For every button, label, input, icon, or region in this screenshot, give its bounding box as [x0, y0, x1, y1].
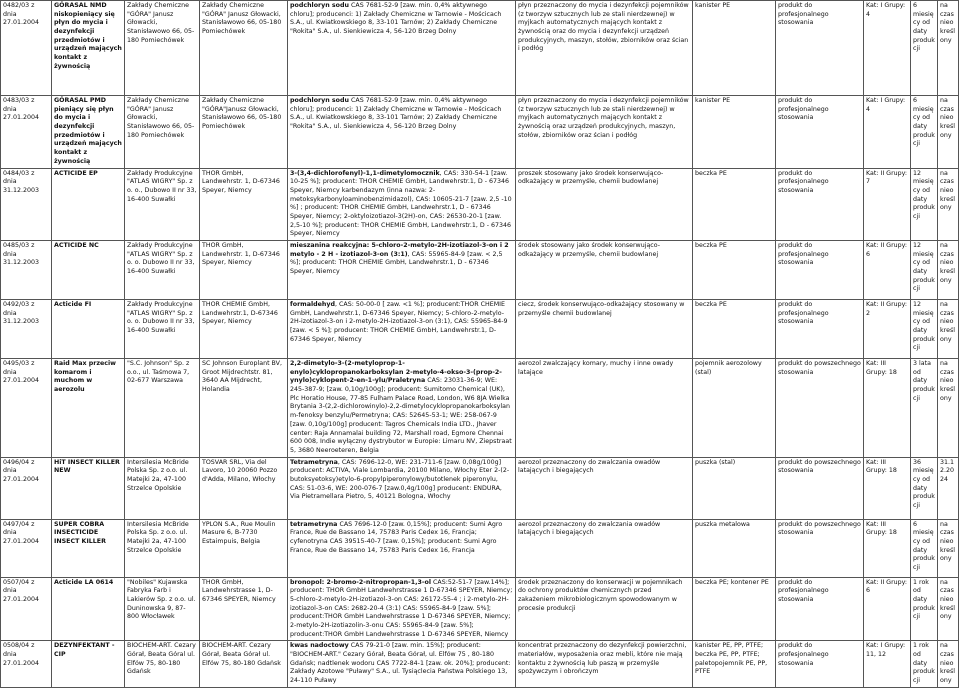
product-name: ACTICIDE NC [52, 241, 125, 300]
user-group: produkt do profesjonalnego stosowania [776, 1, 864, 96]
permit-expiry: 31.12.2024 [938, 457, 959, 519]
registration-date: 31.12.2003 [3, 318, 40, 326]
registration-date: 27.01.2004 [3, 475, 40, 483]
permit-holder: BIOCHEM-ART. Cezary Górał, Beata Górał ul. Elfów 75, 80-180 Gdańsk [200, 641, 288, 688]
permit-holder: THOR GmbH, Landwehrstr. 1, D-67346 Speyer, Niemcy [200, 241, 288, 300]
purpose: aerozol przeznaczony do zwalczania owadów latających i biegających [516, 519, 693, 577]
category: Kat: II Grupy: 6 [864, 577, 911, 641]
registration-cell [1, 519, 52, 577]
registration-number: 0484/03 z dnia [3, 169, 35, 186]
registration-cell [1, 457, 52, 519]
permit-holder: THOR CHEMIE GmbH, Landwehrstr.1, D-67346 Speyer, Niemcy [200, 300, 288, 359]
user-group: produkt do profesjonalnego stosowania [776, 168, 864, 241]
user-group: produkt do profesjonalnego stosowania [776, 641, 864, 688]
registration-cell [1, 641, 52, 688]
product-name: SUPER COBRA INSECTICIDE INSECT KILLER [52, 519, 125, 577]
registration-date: 27.01.2004 [3, 377, 40, 385]
producer: Zakłady Produkcyjne "ATLAS WIGRY" Sp. z o. o. Dubowo II nr 33, 16-400 Suwałki [125, 300, 200, 359]
producer: Intersilesia McBride Polska Sp. z o.o. ul. Matejki 2a, 47-100 Strzelce Opolskie [125, 519, 200, 577]
shelf-life: 12 miesięcy od daty produkcji [911, 300, 938, 359]
category: Kat: I Grupy: 4 [864, 1, 911, 96]
active-substance: Tetrametryna, CAS: 7696-12-0, WE: 231-711-6 [zaw. 0,08g/100g] producent: ACTIVA, Viale Lombardia, 20100 Milano, Włochy Eter 2-(2-butoksyetoksy)etylo-6-propylpiperonylowy/butotlenek piperonylu, CAS: 51-03-6, WE: 200-076-7 [zaw.0,4g/100g] producent: ENDURA, Via Pietramellara Pietro, 5, 40121 Bologna, Włochy [288, 457, 516, 519]
packaging: kanister PE [693, 1, 776, 96]
permit-expiry: na czas nieokreślony [938, 300, 959, 359]
permit-expiry: na czas nieokreślony [938, 96, 959, 169]
active-substance: 3-(3,4-dichlorofenyl)-1,1-dimetylomocznik, CAS: 330-54-1 [zaw. 10-25 %]; producent: THOR CHEMIE GmbH, Landwehrstr.1, D - 67346 Speyer, Niemcy karbendazym (inna nazwa: 2-metoksykarbonyloaminobenzimidazol), CAS: 10605-21-7 [zaw. 2,5 -10 %] ; producent: THOR CHEMIE GmbH, Landwehrstr.1, D - 67346 Speyer, Niemcy; 2-oktyloizotiazol-3(2H)-on, CAS: 26530-20-1 [zaw. 2,5-10 %]; producent: THOR CHEMIE GmbH, Landwehrstr.1, D - 67346 Speyer, Niemcy [288, 168, 516, 241]
product-name: Acticide FI [52, 300, 125, 359]
shelf-life: 6 miesięcy od daty produkcji [911, 1, 938, 96]
packaging: puszka (stal) [693, 457, 776, 519]
category: Kat: III Grupy: 18 [864, 359, 911, 458]
category: Kat: I Grupy: 4 [864, 96, 911, 169]
active-substance: podchloryn sodu CAS 7681-52-9 [zaw. min. 0,4% aktywnego chloru]; producenci: 1) Zakłady Chemiczne w Tarnowie - Mościcach S.A., ul. Kwiatkowskiego 8, 33-101 Tarnów; 2) Zakłady Chemiczne "Rokita" S.A., ul. Sienkiewicza 4, 56-120 Brzeg Dolny [288, 96, 516, 169]
permit-holder: Zakłady Chemiczne "GÓRA"Janusz Głowacki, Stanisławowo 66, 05-180 Pomiechówek [200, 96, 288, 169]
producer: Zakłady Chemiczne "GÓRA" Janusz Głowacki, Stanisławowo 66, 05-180 Pomiechówek [125, 96, 200, 169]
packaging: beczka PE [693, 241, 776, 300]
table-row [1, 359, 959, 458]
registration-date: 27.01.2004 [3, 659, 40, 667]
packaging: beczka PE; kontener PE [693, 577, 776, 641]
purpose: środek stosowany jako środek konserwująco-odkażający w przemyśle, chemii budowlanej [516, 241, 693, 300]
shelf-life: 6 miesięcy od daty produkcji [911, 519, 938, 577]
active-substance: tetrametryna CAS 7696-12-0 [zaw. 0,15%]; producent: Sumi Agro France, Rue de Bassano 14, 75783 Paris Cedex 16, Francja; cyfenotryna CAS 39515-40-7 [zaw. 0,15%]; producent: Sumi Agro France, Rue de Bassano 14, 75783 Paris Cedex 16, Francja [288, 519, 516, 577]
registration-cell [1, 168, 52, 241]
packaging: pojemnik aerozolowy (stal) [693, 359, 776, 458]
permit-expiry: na czas nieokreślony [938, 641, 959, 688]
purpose: koncentrat przeznaczony do dezynfekcji powierzchni, materiałów, wyposażenia oraz mebli, które nie mają kontaktu z żywnością lub paszą w przemyśle spożywczym i obrończym [516, 641, 693, 688]
user-group: produkt do profesjonalnego stosowania [776, 241, 864, 300]
purpose: środek przeznaczony do konserwacji w pojemnikach do ochrony produktów chemicznych przed zakażeniem mikrobiologicznym spowodowanym w procesie produkcji [516, 577, 693, 641]
registration-number: 0485/03 z dnia [3, 242, 35, 258]
producer: "S.C. Johnson" Sp. z o.o., ul. Taśmowa 7, 02-677 Warszawa [125, 359, 200, 458]
active-substance: 2,2-dimetylo-3-(2-metyloprop-1-enylo)cyklopropanokarboksylan 2-metylo-4-okso-3-(prop-2-ynylo)cyklopent-2-en-1-ylu/Praletryna CAS: 23031-36-9; WE: 245-387-9; [zaw. 0,10g/100g]; producent: Sumitomo Chemical (UK), Plc Horatio House, 77-85 Fulham Palace Road, London, W6 8JA Wielka Brytania 3-(2,2-dichlorowinylo)-2,2-dimetylocyklopropanokarboksylan m-fenoksy benzylu/Permetryna; CAS: 52645-53-1; WE: 258-067-9 [zaw. 0,10g/100g] producent: Tagros Chemicals India LTD., Jhaver center: Raja Annamalai building 72, Marshall road, Egmore Chennai 600 008, Indie wyłączny dystrybutor w Europie: Limaru NV, Ziepstraat 5, 3680 Neeroeteren, Belgia [288, 359, 516, 458]
permit-holder: SC Johnson Europlant BV, Groot Mijdrechtstr. 81, 3640 AA Mijdrecht, Holandia [200, 359, 288, 458]
table-row [1, 457, 959, 519]
table-row [1, 241, 959, 300]
active-substance: bronopol: 2-bromo-2-nitropropan-1,3-ol CAS:52-51-7 [zaw.14%]; producent: THOR GmbH Landwehrstrasse 1 D-67346 SPEYER, Niemcy; 5-chloro-2-metylo-2H-izotiazol-3-on CAS: 26172-55-4 ; i 2-metylo-2H-izotiazol-3-on CAS: 2682-20-4 (3:1) CAS: 55965-84-9 [zaw. 5%]; producent:THOR GmbH Landwehrstrasse 1 D-67346 SPEYER, Niemcy; 2-metylo-2H-izotiazolin-3-onu CAS: 55965-84-9 [zaw. 5%]; producent:THOR GmbH Landwehrstrasse 1 D-67346 SPEYER, Niemcy [288, 577, 516, 641]
table-row [1, 300, 959, 359]
producer: Zakłady Chemiczne "GÓRA" Janusz Głowacki, Stanisławowo 66, 05-180 Pomiechówek [125, 1, 200, 96]
purpose: płyn przeznaczony do mycia i dezynfekcji pojemników (z tworzyw sztucznych lub ze stali nierdzewnej) w myjkach automatycznych mających kontakt z żywnością oraz do mycia i dezynfekcji urządzeń produkcyjnych, maszyn, stołów, zbiorników oraz ścian i podłóg [516, 1, 693, 96]
user-group: produkt do powszechnego stosowania [776, 359, 864, 458]
user-group: produkt do profesjonalnego stosowania [776, 96, 864, 169]
table-row [1, 641, 959, 688]
registration-number: 0482/03 z dnia [3, 2, 35, 18]
permit-expiry: na czas nieokreślony [938, 1, 959, 96]
category: Kat: III Grupy: 18 [864, 457, 911, 519]
registration-cell [1, 1, 52, 96]
product-name: GÓRASAL PMD pieniący się płyn do mycia i dezynfekcji przedmiotów i urządzeń mających kontakt z żywnością [52, 96, 125, 169]
product-name: Acticide LA 0614 [52, 577, 125, 641]
producer: BIOCHEM-ART. Cezary Górał, Beata Góral ul. Elfów 75, 80-180 Gdańsk [125, 641, 200, 688]
permit-holder: THOR GmbH, Landwehrstrasse 1, D-67346 SPEYER, Niemcy [200, 577, 288, 641]
registration-date: 31.12.2003 [3, 186, 40, 194]
registration-cell [1, 241, 52, 300]
product-name: HiT INSECT KILLER NEW [52, 457, 125, 519]
permit-holder: YPLON S.A., Rue Moulin Masure 6, B-7730 Estaimpuis, Belgia [200, 519, 288, 577]
shelf-life: 6 miesięcy od daty produkcji [911, 96, 938, 169]
permit-holder: TOSVAR SRL, Via del Lavoro, 10 20060 Pozzo d'Adda, Milano, Włochy [200, 457, 288, 519]
category: Kat: I Grupy: 11, 12 [864, 641, 911, 688]
packaging: beczka PE [693, 300, 776, 359]
active-substance: mieszanina reakcyjna: 5-chloro-2-metylo-2H-izotiazol-3-on i 2 metylo - 2 H - izotiazol-3-on (3:1), CAS: 55965-84-9 [zaw. < 2,5 %]; producent: THOR CHEMIE GmbH, Landwehrstr.1, D - 67346 Speyer, Niemcy [288, 241, 516, 300]
registration-date: 27.01.2004 [3, 114, 40, 122]
producer: Zakłady Produkcyjne "ATLAS WIGRY" Sp. z o. o., Dubowo II nr 33, 16-400 Suwałki [125, 168, 200, 241]
permit-expiry: na czas nieokreślony [938, 359, 959, 458]
registration-cell [1, 577, 52, 641]
product-name: GÓRASAL NMD niskopieniący się płyn do mycia i dezynfekcji przedmiotów i urządzeń mających kontakt z żywnością [52, 1, 125, 96]
purpose: aerozol przeznaczony do zwalczania owadów latających i biegających [516, 457, 693, 519]
category: Kat: II Grupy: 7 [864, 168, 911, 241]
permit-expiry: na czas nieokreślony [938, 577, 959, 641]
registration-date: 27.01.2004 [3, 595, 40, 603]
table-row [1, 1, 959, 96]
permit-expiry: na czas nieokreślony [938, 241, 959, 300]
registration-date: 27.01.2004 [3, 19, 40, 27]
shelf-life: 12 miesięcy od daty produkcji [911, 168, 938, 241]
active-substance: formaldehyd, CAS: 50-00-0 [ zaw. <1 %]; producent:THOR CHEMIE GmbH, Landwehrstr.1, D-67346 Speyer, Niemcy; 5-chloro-2-metylo-2H-izotiazol-3-on i 2-metylo-2H-izotiazol-3-on (3:1), CAS: 55965-84-9 [zaw. < 5 %]; producent: THOR CHEMIE GmbH, Landwehrstr.1, D-67346 Speyer, Niemcy [288, 300, 516, 359]
purpose: płyn przeznaczony do mycia i dezynfekcji pojemników (z tworzyw sztucznych lub ze stali nierdzewnej) w myjkach automatycznych mających kontakt z żywnością oraz urządzeń produkcyjnych, maszyn, stołów, zbiorników oraz ścian i podłóg [516, 96, 693, 169]
permit-holder: Zakłady Chemiczne "GÓRA" Janusz Głowacki, Stanisławowo 66, 05-180 Pomiechówek [200, 1, 288, 96]
table-row [1, 577, 959, 641]
registration-number: 0495/03 z dnia [3, 360, 35, 376]
registration-date: 27.01.2004 [3, 537, 40, 545]
shelf-life: 3 lata od daty produkcji [911, 359, 938, 458]
packaging: puszka metalowa [693, 519, 776, 577]
registration-cell [1, 359, 52, 458]
shelf-life: 36 miesięcy od daty produkcji [911, 457, 938, 519]
active-substance: podchloryn sodu CAS 7681-52-9 [zaw. min. 0,4% aktywnego chloru]; producenci: 1) Zakłady Chemiczne w Tarnowie - Mościcach S.A., ul. Kwiatkowskiego 8, 33-101 Tarnów; 2) Zakłady Chemiczne "Rokita" S.A., ul. Sienkiewicza 4, 56-120 Brzeg Dolny [288, 1, 516, 96]
registration-number: 0483/03 z dnia [3, 97, 35, 113]
permit-expiry: na czas nieokreślony [938, 519, 959, 577]
user-group: produkt do powszechnego stosowania [776, 519, 864, 577]
register-body [1, 1, 959, 688]
registration-date: 31.12.2003 [3, 259, 40, 267]
user-group: produkt do profesjonalnego stosowania [776, 577, 864, 641]
registration-cell [1, 300, 52, 359]
purpose: ciecz, środek konserwująco-odkażający stosowany w przemyśle chemii budowlanej [516, 300, 693, 359]
shelf-life: 12 miesięcy od daty produkcji [911, 241, 938, 300]
active-substance: kwas nadoctowy CAS 79-21-0 [zaw. min. 15%]; producent: "BIOCHEM-ART." Cezary Górał, Beata Górał, ul. Elfów 75 , 80-180 Gdańsk; nadtlenek wodoru CAS 7722-84-1 [zaw. ok. 20%]; producent: Zakłady Azotowe "Puławy" S.A., ul. Tysiąclecia Państwa Polskiego 13, 24-110 Puławy [288, 641, 516, 688]
product-name: ACTICIDE EP [52, 168, 125, 241]
producer: Intersilesia McBride Polska Sp. z o.o. ul. Matejki 2a, 47-100 Strzelce Opolskie [125, 457, 200, 519]
registration-cell [1, 96, 52, 169]
registration-number: 0508/04 z dnia [3, 642, 35, 659]
registration-number: 0492/03 z dnia [3, 301, 35, 317]
table-row [1, 168, 959, 241]
purpose: aerozol zwalczający komary, muchy i inne owady latające [516, 359, 693, 458]
shelf-life: 1 rok od daty produkcji [911, 641, 938, 688]
category: Kat: III Grupy: 18 [864, 519, 911, 577]
table-row [1, 519, 959, 577]
permit-holder: THOR GmbH, Landwehrstr. 1, D-67346 Speyer, Niemcy [200, 168, 288, 241]
registration-number: 0507/04 z dnia [3, 578, 35, 595]
registration-number: 0497/04 z dnia [3, 520, 35, 537]
registration-number: 0496/04 z dnia [3, 458, 35, 475]
packaging: kanister PE [693, 96, 776, 169]
table-row [1, 96, 959, 169]
category: Kat: II Grupy: 6 [864, 241, 911, 300]
category: Kat: II Grupy: 2 [864, 300, 911, 359]
purpose: proszek stosowany jako środek konserwująco-odkażający w przemyśle, chemii budowlanej [516, 168, 693, 241]
user-group: produkt do powszechnego stosowania [776, 457, 864, 519]
product-name: DEZYNFEKTANT - CIP [52, 641, 125, 688]
product-name: Raid Max przeciw komarom i muchom w aerozolu [52, 359, 125, 458]
permit-expiry: na czas nieokreślony [938, 168, 959, 241]
shelf-life: 1 rok od daty produkcji [911, 577, 938, 641]
user-group: produkt do profesjonalnego stosowania [776, 300, 864, 359]
producer: "Nobiles" Kujawska Fabryka Farb i Lakierów Sp. z o.o. ul. Duninowska 9, 87-800 Włocławek [125, 577, 200, 641]
packaging: kanister PE, PP, PTFE; beczka PE, PP, PTFE; paletopojemnik PE, PP, PTFE [693, 641, 776, 688]
packaging: beczka PE [693, 168, 776, 241]
producer: Zakłady Produkcyjne "ATLAS WIGRY" Sp. z o. o. Dubowo II nr 33, 16-400 Suwałki [125, 241, 200, 300]
